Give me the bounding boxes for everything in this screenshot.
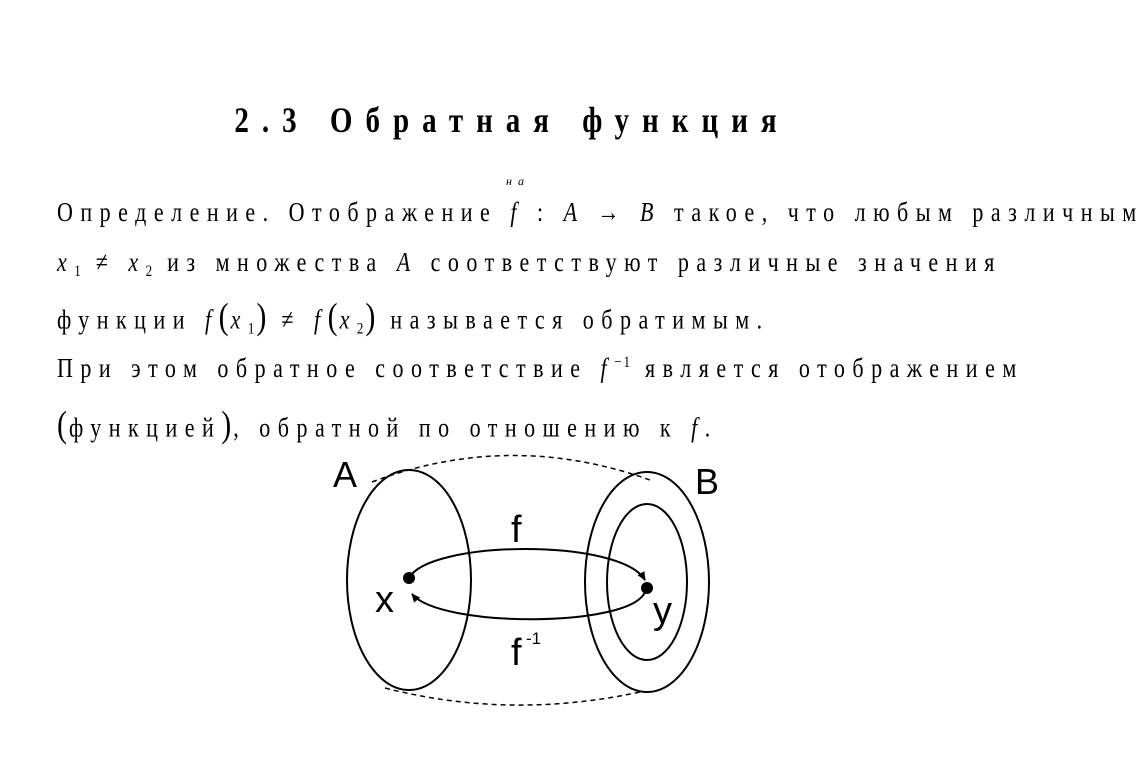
inverse-function-symbol: f (600, 352, 615, 384)
colon-symbol: : (536, 196, 551, 228)
set-symbol-b: B (640, 196, 661, 228)
note-rest: является отображением (645, 352, 1024, 384)
inverse-superscript: −1 (614, 352, 633, 371)
neq-symbol: ≠ (95, 246, 116, 278)
subscript-2-2: 2 (356, 318, 366, 338)
definition-line3-lead: функции (57, 303, 192, 335)
arrow-symbol: → (597, 196, 628, 228)
set-symbol-a-2: A (396, 246, 418, 278)
var-x2-2: x (339, 303, 357, 335)
label-set-a: A (333, 454, 358, 495)
label-f: f (511, 509, 522, 551)
paren-open-1: ( (218, 296, 231, 338)
note-lead: При этом обратное соответствие (57, 352, 588, 384)
label-f-inverse-sup: -1 (526, 629, 542, 648)
paren-open-3: ( (57, 404, 69, 446)
function-symbol-f-4: f (691, 411, 705, 443)
note-line2-rest: , обратной по отношению к (233, 411, 679, 443)
function-symbol-f-2: f (205, 303, 219, 335)
subscript-2: 2 (145, 261, 155, 280)
note-line2-word: функцией (69, 411, 222, 443)
var-x2: x (128, 246, 146, 278)
var-x1: x (57, 246, 75, 278)
definition-line2-mid: из множества (167, 246, 384, 278)
label-f-inverse: f (511, 632, 522, 674)
definition-line1-rest: такое, что любым различным (673, 196, 1144, 228)
note-line2-end: . (704, 411, 718, 443)
paren-close-2: ) (365, 296, 378, 338)
set-symbol-a: A (563, 196, 585, 228)
point-y (641, 582, 653, 594)
subscript-1: 1 (74, 261, 83, 280)
var-x1-2: x (230, 303, 248, 335)
page-title: 2.3 Обратная функция (234, 100, 790, 141)
point-x (403, 572, 415, 584)
label-y: y (653, 590, 672, 632)
label-set-b: B (695, 461, 720, 502)
top-dashed-arc (372, 455, 650, 482)
paren-close-1: ) (256, 296, 269, 338)
definition-lead: Определение. Отображение (57, 196, 498, 228)
label-x: x (375, 579, 394, 621)
arrow-annotation-na: на (506, 174, 530, 188)
subscript-1-2: 1 (247, 318, 257, 338)
neq-symbol-2: ≠ (281, 303, 301, 335)
function-symbol-f: f (510, 196, 524, 228)
paren-close-3: ) (221, 404, 234, 446)
paren-open-2: ( (327, 296, 340, 338)
bottom-dashed-arc (385, 688, 640, 705)
definition-line3-rest: называется обратимым. (390, 303, 770, 335)
definition-line2-rest: соответствуют различные значения (430, 246, 1002, 278)
function-symbol-f-3: f (313, 303, 328, 335)
